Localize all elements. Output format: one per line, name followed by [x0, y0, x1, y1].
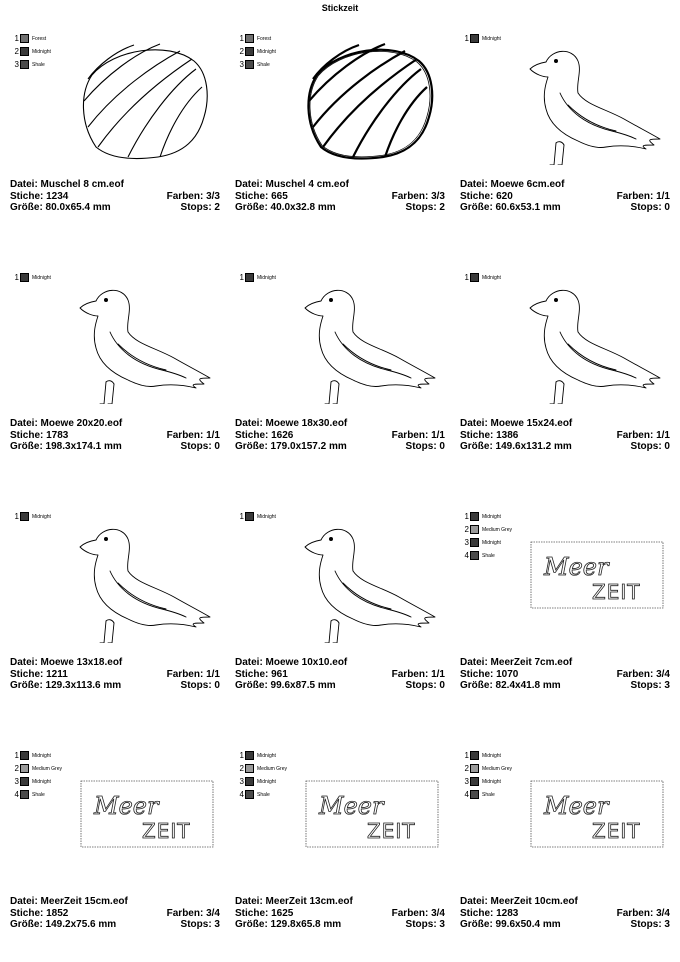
legend-number: 2: [464, 764, 469, 773]
legend-item: [238, 45, 276, 58]
file-name: Datei: Muschel 4 cm.eof: [235, 179, 349, 190]
color-legend: [238, 32, 276, 71]
stitch-count: Stiche: 620: [460, 190, 513, 202]
stop-count: Stops: 2: [405, 202, 445, 213]
color-swatch: [245, 777, 254, 786]
color-legend: [238, 510, 276, 523]
design-card: [450, 493, 672, 723]
color-swatch: [245, 273, 254, 282]
color-name: Midnight: [257, 48, 276, 55]
legend-number: 1: [14, 751, 19, 760]
design-info: [10, 179, 220, 214]
svg-text:Meer: Meer: [319, 792, 384, 820]
color-name: Midnight: [257, 513, 276, 520]
design-info: [10, 896, 220, 931]
stop-count: Stops: 0: [405, 441, 445, 452]
design-info: [460, 179, 670, 214]
stitch-count: Stiche: 1852: [10, 907, 69, 919]
stop-count: Stops: 0: [180, 441, 220, 452]
legend-item: [463, 749, 512, 762]
legend-item: [13, 775, 62, 788]
legend-number: 2: [464, 525, 469, 534]
design-card: [0, 732, 222, 962]
legend-number: 4: [464, 790, 469, 799]
stitch-count: Stiche: 1283: [460, 907, 519, 919]
design-info: [460, 896, 670, 931]
color-legend: [13, 32, 51, 71]
legend-number: 2: [239, 764, 244, 773]
seagull-icon: [295, 513, 445, 648]
design-card: [450, 15, 672, 245]
color-name: Forest: [257, 35, 272, 42]
design-card: [225, 15, 447, 245]
color-swatch: [470, 273, 479, 282]
stitch-count: Stiche: 1625: [235, 907, 294, 919]
shell-bold-icon: [293, 35, 443, 170]
color-count: Farben: 1/1: [391, 429, 445, 441]
legend-item: [463, 549, 512, 562]
meerzeit-lettering: [530, 541, 664, 614]
file-name: Datei: Moewe 10x10.eof: [235, 657, 348, 668]
file-name: Datei: MeerZeit 10cm.eof: [460, 896, 578, 907]
svg-text:ZEIT: ZEIT: [367, 819, 416, 843]
color-swatch: [470, 34, 479, 43]
color-name: Midnight: [32, 513, 51, 520]
legend-number: 2: [239, 47, 244, 56]
color-name: Midnight: [257, 778, 276, 785]
color-count: Farben: 1/1: [616, 190, 670, 202]
color-count: Farben: 3/4: [166, 907, 220, 919]
design-size: Größe: 40.0x32.8 mm: [235, 202, 336, 213]
legend-item: [13, 58, 51, 71]
file-name: Datei: Moewe 15x24.eof: [460, 418, 573, 429]
legend-item: [13, 32, 51, 45]
meerzeit-lettering: [305, 780, 439, 853]
legend-number: 3: [14, 60, 19, 69]
color-legend: [238, 271, 276, 284]
color-name: Midnight: [32, 274, 51, 281]
design-card: [225, 732, 447, 962]
legend-number: 1: [464, 751, 469, 760]
legend-number: 1: [239, 34, 244, 43]
stop-count: Stops: 0: [180, 680, 220, 691]
design-size: Größe: 60.6x53.1 mm: [460, 202, 561, 213]
color-swatch: [245, 512, 254, 521]
svg-text:ZEIT: ZEIT: [142, 819, 191, 843]
legend-number: 3: [464, 777, 469, 786]
legend-item: [463, 32, 501, 45]
legend-number: 2: [14, 764, 19, 773]
color-count: Farben: 3/4: [616, 907, 670, 919]
design-size: Größe: 198.3x174.1 mm: [10, 441, 122, 452]
color-name: Midnight: [482, 513, 501, 520]
color-count: Farben: 3/4: [616, 668, 670, 680]
legend-number: 1: [14, 273, 19, 282]
color-name: Midnight: [482, 274, 501, 281]
legend-item: [238, 510, 276, 523]
legend-item: [463, 762, 512, 775]
legend-number: 1: [14, 512, 19, 521]
color-count: Farben: 3/4: [391, 907, 445, 919]
color-legend: [463, 32, 501, 45]
legend-item: [238, 775, 287, 788]
color-legend: [13, 510, 51, 523]
color-name: Shale: [482, 552, 495, 559]
color-swatch: [20, 764, 29, 773]
color-count: Farben: 1/1: [391, 668, 445, 680]
legend-item: [463, 788, 512, 801]
design-size: Größe: 179.0x157.2 mm: [235, 441, 347, 452]
color-swatch: [20, 790, 29, 799]
color-swatch: [470, 551, 479, 560]
legend-number: 1: [464, 273, 469, 282]
design-info: [10, 418, 220, 453]
design-size: Größe: 82.4x41.8 mm: [460, 680, 561, 691]
color-name: Medium Grey: [482, 526, 513, 533]
color-name: Midnight: [257, 752, 276, 759]
legend-number: 4: [239, 790, 244, 799]
design-info: [460, 657, 670, 692]
seagull-icon: [295, 274, 445, 409]
legend-number: 3: [239, 777, 244, 786]
design-card: [450, 732, 672, 962]
color-legend: [238, 749, 287, 801]
legend-item: [13, 788, 62, 801]
seagull-icon: [520, 274, 670, 409]
legend-item: [463, 536, 512, 549]
file-name: Datei: MeerZeit 7cm.eof: [460, 657, 573, 668]
page-title: Stickzeit: [321, 3, 359, 13]
color-swatch: [245, 764, 254, 773]
legend-number: 1: [464, 34, 469, 43]
legend-item: [463, 510, 512, 523]
color-name: Medium Grey: [482, 765, 513, 772]
design-info: [10, 657, 220, 692]
color-swatch: [470, 538, 479, 547]
color-swatch: [470, 777, 479, 786]
design-card: [225, 493, 447, 723]
design-size: Größe: 99.6x50.4 mm: [460, 919, 561, 930]
color-name: Shale: [257, 791, 270, 798]
stop-count: Stops: 3: [630, 680, 670, 691]
legend-item: [463, 271, 501, 284]
color-swatch: [245, 790, 254, 799]
stop-count: Stops: 2: [180, 202, 220, 213]
shell-thin-icon: [68, 35, 218, 170]
stitch-count: Stiche: 1234: [10, 190, 69, 202]
color-count: Farben: 1/1: [166, 429, 220, 441]
legend-number: 3: [239, 60, 244, 69]
svg-text:Meer: Meer: [94, 792, 159, 820]
color-count: Farben: 1/1: [166, 668, 220, 680]
legend-item: [463, 775, 512, 788]
seagull-icon: [70, 274, 220, 409]
seagull-icon: [70, 513, 220, 648]
file-name: Datei: Moewe 6cm.eof: [460, 179, 565, 190]
color-swatch: [20, 751, 29, 760]
color-legend: [463, 271, 501, 284]
color-name: Shale: [32, 61, 45, 68]
meerzeit-lettering: [530, 780, 664, 853]
color-swatch: [20, 34, 29, 43]
design-card: [0, 15, 222, 245]
color-swatch: [470, 512, 479, 521]
stitch-count: Stiche: 1386: [460, 429, 519, 441]
design-card: [225, 254, 447, 484]
color-swatch: [470, 751, 479, 760]
color-name: Shale: [257, 61, 270, 68]
color-name: Midnight: [482, 539, 501, 546]
color-swatch: [470, 764, 479, 773]
legend-number: 4: [14, 790, 19, 799]
design-size: Größe: 129.3x113.6 mm: [10, 680, 122, 691]
stop-count: Stops: 0: [630, 202, 670, 213]
file-name: Datei: Muschel 8 cm.eof: [10, 179, 124, 190]
stitch-count: Stiche: 1211: [10, 668, 68, 680]
file-name: Datei: Moewe 18x30.eof: [235, 418, 348, 429]
color-name: Midnight: [32, 48, 51, 55]
color-swatch: [20, 512, 29, 521]
stitch-count: Stiche: 665: [235, 190, 288, 202]
design-card: [0, 254, 222, 484]
design-info: [235, 179, 445, 214]
color-swatch: [470, 790, 479, 799]
design-info: [235, 896, 445, 931]
color-swatch: [245, 751, 254, 760]
legend-number: 2: [14, 47, 19, 56]
legend-item: [238, 58, 276, 71]
stop-count: Stops: 3: [180, 919, 220, 930]
stitch-count: Stiche: 1626: [235, 429, 294, 441]
color-count: Farben: 3/3: [166, 190, 220, 202]
svg-text:Meer: Meer: [544, 553, 609, 581]
legend-number: 3: [14, 777, 19, 786]
legend-item: [13, 749, 62, 762]
file-name: Datei: MeerZeit 13cm.eof: [235, 896, 353, 907]
design-size: Größe: 149.6x131.2 mm: [460, 441, 572, 452]
legend-item: [13, 45, 51, 58]
legend-item: [13, 271, 51, 284]
seagull-icon: [520, 35, 670, 170]
stop-count: Stops: 3: [630, 919, 670, 930]
color-swatch: [470, 525, 479, 534]
color-name: Forest: [32, 35, 47, 42]
legend-item: [463, 523, 512, 536]
color-name: Midnight: [32, 752, 51, 759]
legend-number: 1: [239, 273, 244, 282]
svg-text:Meer: Meer: [544, 792, 609, 820]
legend-number: 1: [14, 34, 19, 43]
legend-number: 1: [239, 751, 244, 760]
legend-number: 1: [239, 512, 244, 521]
svg-text:ZEIT: ZEIT: [592, 580, 641, 604]
file-name: Datei: Moewe 20x20.eof: [10, 418, 123, 429]
design-card: [450, 254, 672, 484]
legend-item: [238, 32, 276, 45]
file-name: Datei: Moewe 13x18.eof: [10, 657, 123, 668]
file-name: Datei: MeerZeit 15cm.eof: [10, 896, 128, 907]
color-count: Farben: 3/3: [391, 190, 445, 202]
design-info: [460, 418, 670, 453]
design-size: Größe: 99.6x87.5 mm: [235, 680, 336, 691]
design-info: [235, 657, 445, 692]
color-count: Farben: 1/1: [616, 429, 670, 441]
meerzeit-lettering: [80, 780, 214, 853]
color-swatch: [20, 60, 29, 69]
stitch-count: Stiche: 1783: [10, 429, 69, 441]
stop-count: Stops: 0: [405, 680, 445, 691]
color-name: Shale: [482, 791, 495, 798]
color-name: Midnight: [257, 274, 276, 281]
legend-item: [238, 762, 287, 775]
color-swatch: [20, 273, 29, 282]
svg-text:ZEIT: ZEIT: [592, 819, 641, 843]
legend-number: 1: [464, 512, 469, 521]
stitch-count: Stiche: 961: [235, 668, 288, 680]
design-size: Größe: 129.8x65.8 mm: [235, 919, 342, 930]
color-name: Midnight: [482, 752, 501, 759]
stop-count: Stops: 0: [630, 441, 670, 452]
color-swatch: [245, 34, 254, 43]
color-name: Medium Grey: [32, 765, 63, 772]
color-legend: [13, 749, 62, 801]
stop-count: Stops: 3: [405, 919, 445, 930]
design-card: [0, 493, 222, 723]
color-swatch: [20, 47, 29, 56]
stitch-count: Stiche: 1070: [460, 668, 519, 680]
legend-number: 4: [464, 551, 469, 560]
color-legend: [463, 510, 512, 562]
design-size: Größe: 80.0x65.4 mm: [10, 202, 111, 213]
color-swatch: [245, 47, 254, 56]
color-swatch: [245, 60, 254, 69]
color-legend: [13, 271, 51, 284]
legend-item: [13, 510, 51, 523]
color-name: Midnight: [482, 778, 501, 785]
design-size: Größe: 149.2x75.6 mm: [10, 919, 117, 930]
legend-item: [238, 749, 287, 762]
color-name: Midnight: [482, 35, 501, 42]
legend-item: [238, 788, 287, 801]
color-name: Shale: [32, 791, 45, 798]
design-info: [235, 418, 445, 453]
color-name: Medium Grey: [257, 765, 288, 772]
legend-number: 3: [464, 538, 469, 547]
color-legend: [463, 749, 512, 801]
color-swatch: [20, 777, 29, 786]
legend-item: [238, 271, 276, 284]
color-name: Midnight: [32, 778, 51, 785]
legend-item: [13, 762, 62, 775]
